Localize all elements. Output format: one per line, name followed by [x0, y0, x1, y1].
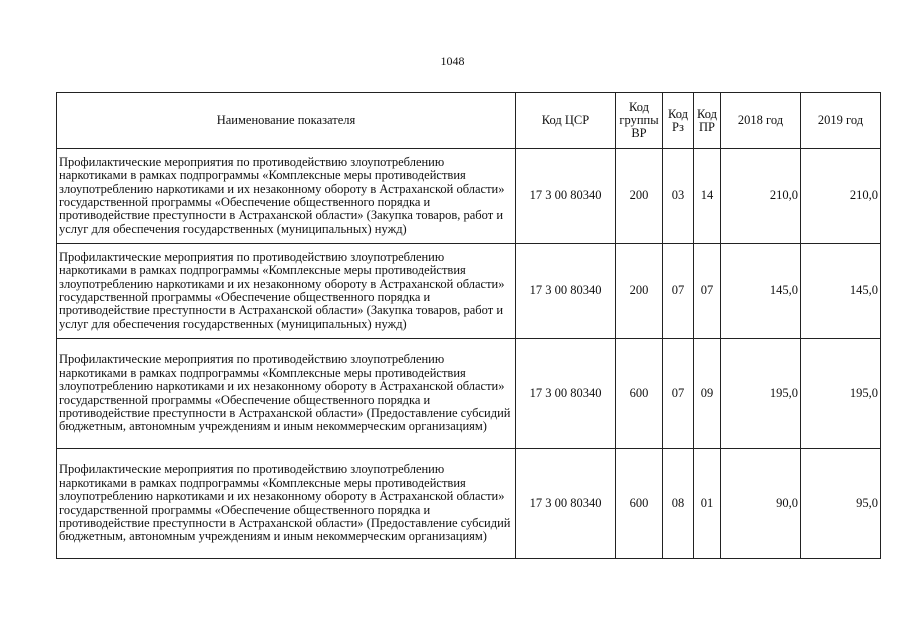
row-csr-code: 17 3 00 80340	[516, 244, 616, 339]
table-row	[57, 244, 881, 339]
table-header-row	[57, 93, 881, 149]
row-vr-code: 200	[616, 244, 663, 339]
table-row	[57, 339, 881, 449]
row-pr-code: 07	[694, 244, 721, 339]
header-csr-code: Код ЦСР	[516, 93, 616, 149]
row-name: Профилактические мероприятия по противодействию злоупотреблению наркотиками в рамках подпрограммы «Комплексные меры противодействия злоупотреблению наркотиками и их незаконному обороту в Астраханской области» государственной программы «Обеспечение общественного порядка и противодействие преступности в Астраханской области» (Предоставление субсидий бюджетным, автономным учреждениям и иным некоммерческим организациям)	[57, 339, 516, 449]
header-year-2018: 2018 год	[721, 93, 801, 149]
row-vr-code: 600	[616, 449, 663, 559]
row-name: Профилактические мероприятия по противодействию злоупотреблению наркотиками в рамках подпрограммы «Комплексные меры противодействия злоупотреблению наркотиками и их незаконному обороту в Астраханской области» государственной программы «Обеспечение общественного порядка и противодействие преступности в Астраханской области» (Предоставление субсидий бюджетным, автономным учреждениям и иным некоммерческим организациям)	[57, 449, 516, 559]
row-value-2018: 210,0	[721, 149, 801, 244]
row-csr-code: 17 3 00 80340	[516, 449, 616, 559]
page-number: 1048	[440, 54, 465, 68]
row-vr-code: 600	[616, 339, 663, 449]
row-pr-code: 01	[694, 449, 721, 559]
header-year-2019: 2019 год	[801, 93, 881, 149]
row-name: Профилактические мероприятия по противодействию злоупотреблению наркотиками в рамках подпрограммы «Комплексные меры противодействия злоупотреблению наркотиками и их незаконному обороту в Астраханской области» государственной программы «Обеспечение общественного порядка и противодействие преступности в Астраханской области» (Закупка товаров, работ и услуг для обеспечения государственных (муниципальных) нужд)	[57, 149, 516, 244]
header-vr-code: Код группы ВР	[616, 93, 663, 149]
row-value-2019: 210,0	[801, 149, 881, 244]
table-row	[57, 449, 881, 559]
row-vr-code: 200	[616, 149, 663, 244]
table-row	[57, 149, 881, 244]
row-pr-code: 14	[694, 149, 721, 244]
row-rz-code: 07	[663, 339, 694, 449]
row-value-2019: 145,0	[801, 244, 881, 339]
row-value-2018: 90,0	[721, 449, 801, 559]
row-rz-code: 08	[663, 449, 694, 559]
header-pr-code: Код ПР	[694, 93, 721, 149]
row-csr-code: 17 3 00 80340	[516, 339, 616, 449]
row-name: Профилактические мероприятия по противодействию злоупотреблению наркотиками в рамках подпрограммы «Комплексные меры противодействия злоупотреблению наркотиками и их незаконному обороту в Астраханской области» государственной программы «Обеспечение общественного порядка и противодействие преступности в Астраханской области» (Закупка товаров, работ и услуг для обеспечения государственных (муниципальных) нужд)	[57, 244, 516, 339]
row-pr-code: 09	[694, 339, 721, 449]
header-rz-code: Код Рз	[663, 93, 694, 149]
row-rz-code: 07	[663, 244, 694, 339]
row-value-2019: 195,0	[801, 339, 881, 449]
budget-table	[56, 92, 881, 559]
row-value-2018: 195,0	[721, 339, 801, 449]
header-name: Наименование показателя	[57, 93, 516, 149]
row-value-2019: 95,0	[801, 449, 881, 559]
row-value-2018: 145,0	[721, 244, 801, 339]
row-csr-code: 17 3 00 80340	[516, 149, 616, 244]
row-rz-code: 03	[663, 149, 694, 244]
